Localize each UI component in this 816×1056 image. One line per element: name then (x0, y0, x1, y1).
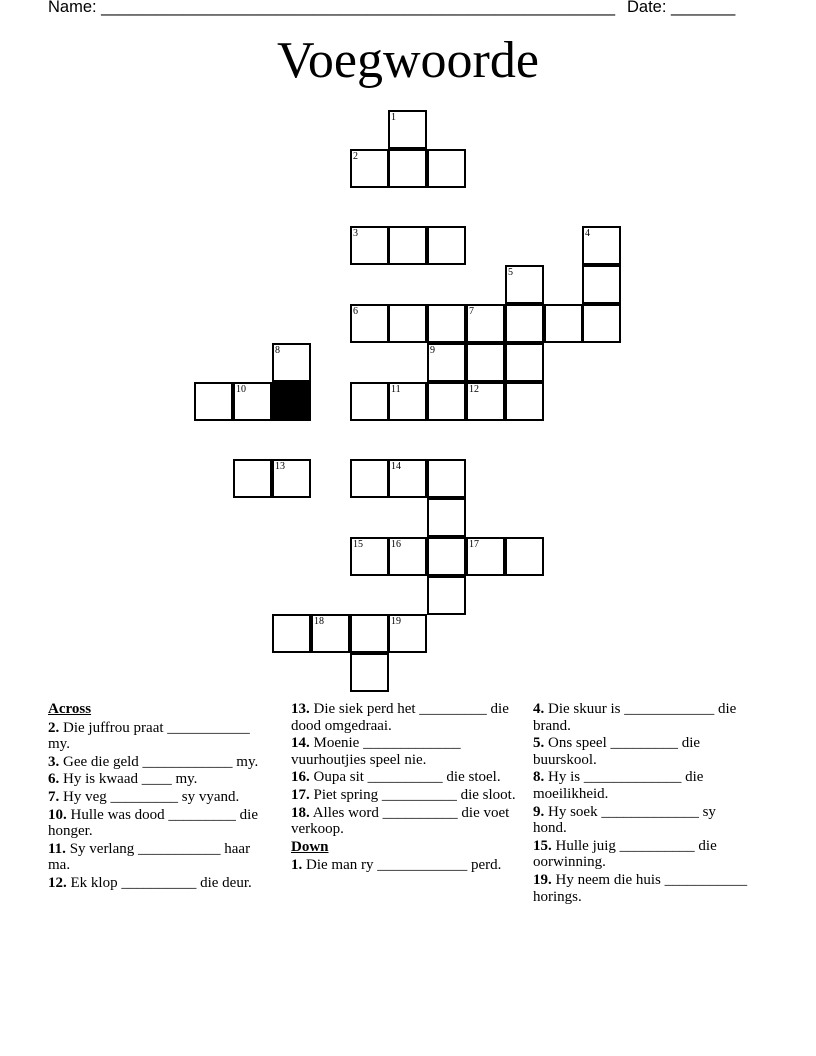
grid-cell[interactable] (582, 304, 621, 343)
grid-cell[interactable] (350, 537, 389, 576)
grid-cell[interactable] (350, 304, 389, 343)
clue-across-13 (291, 701, 519, 734)
clue-across-10 (48, 807, 274, 840)
clues-column-3 (533, 701, 753, 906)
clue-across-3 (48, 754, 274, 771)
clue-text: Gee die geld ____________ my. (63, 753, 259, 770)
grid-cell[interactable] (388, 304, 427, 343)
cell-number: 14 (391, 461, 401, 472)
clue-text: Hy is _____________ die moeilikheid. (533, 769, 704, 802)
clue-text: Sy verlang ___________ haar ma. (48, 840, 251, 874)
grid-cell[interactable] (466, 537, 505, 576)
clue-number: 1. (291, 857, 303, 874)
grid-cell[interactable] (388, 537, 427, 576)
clue-text: Oupa sit __________ die stoel. (313, 769, 501, 786)
down-heading: Down (291, 838, 329, 855)
grid-cell[interactable] (388, 614, 427, 653)
clue-text: Alles word __________ die voet verkoop. (291, 804, 510, 838)
cell-number: 6 (353, 306, 358, 317)
clue-text: Hy soek _____________ sy hond. (533, 803, 716, 837)
name-field-label: Name: ________________________________________________________ (48, 0, 616, 16)
clue-across-16 (291, 769, 519, 786)
clue-number: 6. (48, 771, 60, 788)
grid-cell[interactable] (350, 226, 389, 265)
grid-cell[interactable] (427, 304, 466, 343)
clue-text: Die juffrou praat ___________ my. (48, 719, 250, 753)
grid-cell[interactable] (350, 149, 389, 188)
cell-number: 5 (508, 267, 513, 278)
cell-number: 19 (391, 616, 401, 627)
grid-cell[interactable] (427, 343, 466, 382)
cell-number: 17 (469, 539, 479, 550)
clues-column-1 (48, 701, 274, 893)
grid-cell[interactable] (233, 459, 272, 498)
cell-number: 12 (469, 384, 479, 395)
grid-cell[interactable] (582, 226, 621, 265)
across-heading: Across (48, 701, 92, 717)
clue-number: 13. (291, 701, 310, 717)
clue-number: 12. (48, 874, 67, 891)
grid-cell[interactable] (466, 343, 505, 382)
clue-number: 7. (48, 788, 60, 805)
clue-text: Moenie _____________ vuurhoutjies speel nie. (291, 735, 461, 768)
clue-across-7 (48, 789, 274, 806)
clue-number: 9. (533, 803, 545, 820)
grid-cell[interactable] (427, 382, 466, 421)
clue-text: Ek klop __________ die deur. (70, 874, 252, 891)
clue-across-11 (48, 841, 274, 874)
grid-cell[interactable] (272, 343, 311, 382)
clue-number: 19. (533, 871, 552, 888)
clue-across-14 (291, 735, 519, 768)
grid-cell[interactable] (427, 576, 466, 615)
clue-down-4 (533, 701, 753, 734)
clue-text: Hy is kwaad ____ my. (63, 771, 198, 788)
clue-down-1 (291, 857, 519, 874)
clue-number: 2. (48, 719, 60, 736)
cell-number: 16 (391, 539, 401, 550)
clue-text: Hulle was dood _________ die honger. (48, 806, 258, 840)
cell-number: 13 (275, 461, 285, 472)
clue-number: 3. (48, 753, 60, 770)
grid-cell[interactable] (350, 382, 389, 421)
clue-across-17 (291, 787, 519, 804)
clue-number: 8. (533, 769, 545, 786)
grid-cell[interactable] (272, 614, 311, 653)
grid-cell[interactable] (350, 459, 389, 498)
cell-number: 3 (353, 228, 358, 239)
grid-cell[interactable] (427, 149, 466, 188)
cell-number: 2 (353, 151, 358, 162)
clue-down-15 (533, 838, 753, 871)
cell-number: 18 (314, 616, 324, 627)
cell-number: 1 (391, 112, 396, 123)
cell-number: 11 (391, 384, 401, 395)
grid-cell[interactable] (272, 459, 311, 498)
grid-cell[interactable] (427, 498, 466, 537)
clue-number: 18. (291, 804, 310, 821)
clue-text: Die man ry ____________ perd. (306, 857, 502, 874)
grid-cell[interactable] (505, 382, 544, 421)
clue-text: Hulle juig __________ die oorwinning. (533, 837, 717, 871)
cell-number: 10 (236, 384, 246, 395)
cell-number: 8 (275, 345, 280, 356)
cell-number: 4 (585, 228, 590, 239)
clue-number: 15. (533, 837, 552, 854)
clue-down-5 (533, 735, 753, 768)
grid-cell[interactable] (388, 226, 427, 265)
clue-number: 11. (48, 840, 66, 857)
black-cell (272, 382, 311, 421)
grid-cell[interactable] (505, 343, 544, 382)
grid-cell[interactable] (427, 537, 466, 576)
grid-cell[interactable] (427, 226, 466, 265)
grid-cell[interactable] (505, 304, 544, 343)
grid-cell[interactable] (194, 382, 233, 421)
grid-cell[interactable] (388, 459, 427, 498)
clue-down-9 (533, 804, 753, 837)
clue-number: 4. (533, 701, 545, 717)
clue-down-8 (533, 769, 753, 802)
grid-cell[interactable] (233, 382, 272, 421)
clue-number: 17. (291, 786, 310, 803)
clue-across-12 (48, 875, 274, 892)
clue-text: Ons speel _________ die buurskool. (533, 735, 701, 768)
cell-number: 15 (353, 539, 363, 550)
grid-cell[interactable] (311, 614, 350, 653)
clue-number: 5. (533, 735, 545, 752)
clue-text: Piet spring __________ die sloot. (313, 786, 516, 803)
grid-cell[interactable] (544, 304, 583, 343)
clue-text: Die skuur is ____________ die brand. (533, 701, 737, 734)
clue-text: Hy neem die huis ___________ horings. (533, 871, 748, 905)
date-field-label: Date: _______ (627, 0, 736, 16)
clues-column-2 (291, 701, 519, 875)
grid-cell[interactable] (388, 110, 427, 149)
grid-cell[interactable] (350, 614, 389, 653)
grid-cell[interactable] (388, 382, 427, 421)
clue-number: 14. (291, 735, 310, 752)
clue-across-18 (291, 805, 519, 838)
clue-down-19 (533, 872, 753, 905)
page-title: Voegwoorde (277, 32, 539, 89)
clue-text: Hy veg _________ sy vyand. (63, 788, 240, 805)
grid-cell[interactable] (466, 304, 505, 343)
grid-cell[interactable] (427, 459, 466, 498)
grid-cell[interactable] (466, 382, 505, 421)
grid-cell[interactable] (350, 653, 389, 692)
clue-number: 16. (291, 769, 310, 786)
cell-number: 7 (469, 306, 474, 317)
grid-cell[interactable] (505, 265, 544, 304)
grid-cell[interactable] (582, 265, 621, 304)
clue-text: Die siek perd het _________ die dood omgedraai. (291, 701, 509, 734)
clue-across-2 (48, 720, 274, 753)
clue-across-6 (48, 771, 274, 788)
grid-cell[interactable] (505, 537, 544, 576)
clue-number: 10. (48, 806, 67, 823)
grid-cell[interactable] (388, 149, 427, 188)
cell-number: 9 (430, 345, 435, 356)
